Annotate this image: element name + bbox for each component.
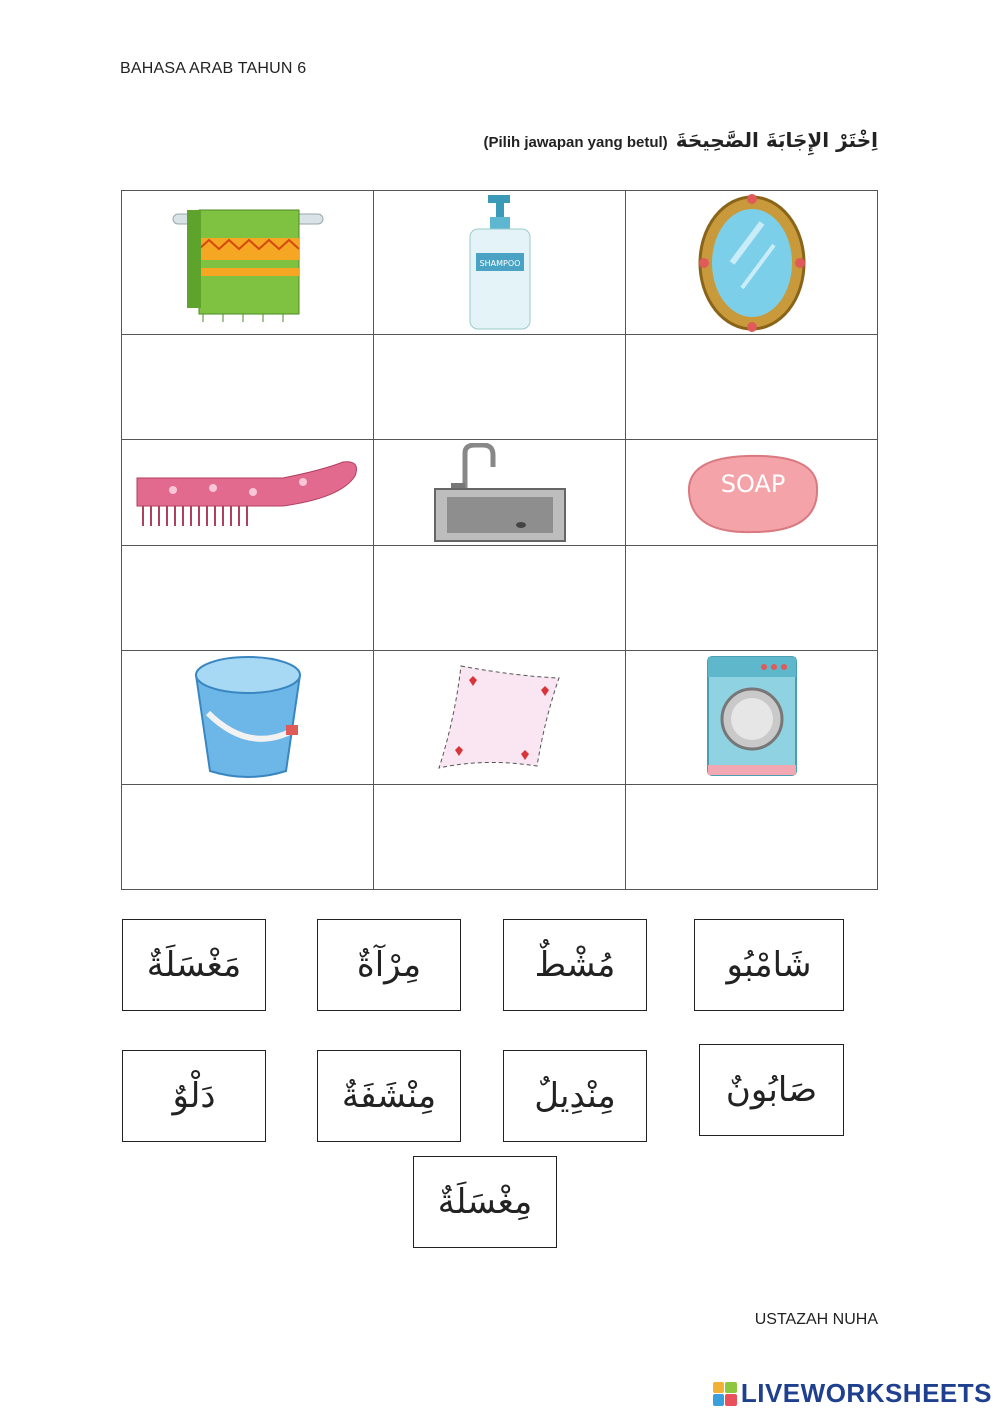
answer-slot-6[interactable] <box>626 546 878 651</box>
towel-icon <box>163 198 333 328</box>
answer-grid <box>121 190 878 890</box>
answer-slot-5[interactable] <box>374 546 626 651</box>
picture-cell-shampoo <box>374 191 626 335</box>
word-card-text: مِنْدِيلٌ <box>534 1076 616 1116</box>
answer-slot-9[interactable] <box>626 785 878 890</box>
picture-cell-mirror <box>626 191 878 335</box>
shampoo-bottle-icon <box>440 193 560 333</box>
picture-cell-comb <box>122 440 374 546</box>
word-card-5[interactable] <box>122 1050 266 1142</box>
word-card-2[interactable] <box>317 919 461 1011</box>
picture-cell-washing-machine <box>626 651 878 785</box>
word-card-3[interactable] <box>503 919 647 1011</box>
answer-slot-2[interactable] <box>374 335 626 440</box>
bucket-icon <box>188 653 308 783</box>
answer-slot-3[interactable] <box>626 335 878 440</box>
answer-slot-7[interactable] <box>122 785 374 890</box>
instruction-malay: (Pilih jawapan yang betul) <box>483 134 668 151</box>
word-card-8[interactable] <box>699 1044 844 1136</box>
answer-slot-8[interactable] <box>374 785 626 890</box>
comb-icon <box>133 448 363 538</box>
word-card-text: مِغْسَلَةٌ <box>437 1182 533 1222</box>
word-card-4[interactable] <box>694 919 844 1011</box>
word-card-9[interactable] <box>413 1156 557 1248</box>
answer-slot-1[interactable] <box>122 335 374 440</box>
picture-cell-sink <box>374 440 626 546</box>
subject-header: BAHASA ARAB TAHUN 6 <box>120 60 307 77</box>
brand-name: LIVEWORKSHEETS <box>740 1378 992 1408</box>
answer-slot-4[interactable] <box>122 546 374 651</box>
mirror-icon <box>692 193 812 333</box>
word-card-text: مَغْسَلَةٌ <box>146 945 242 985</box>
picture-cell-towel <box>122 191 374 335</box>
handkerchief-icon <box>425 658 575 778</box>
word-card-7[interactable] <box>503 1050 647 1142</box>
instruction <box>483 128 878 152</box>
word-card-1[interactable] <box>122 919 266 1011</box>
sink-icon <box>425 443 575 543</box>
word-card-text: شَامْبُو <box>726 945 812 985</box>
word-card-text: مُشْطٌ <box>534 945 616 985</box>
word-card-text: صَابُونٌ <box>725 1070 818 1110</box>
author-credit: USTAZAH NUHA <box>754 1311 878 1328</box>
word-card-text: مِنْشَفَةٌ <box>341 1076 437 1116</box>
washing-machine-icon <box>702 653 802 783</box>
soap-label: SOAP <box>720 469 785 498</box>
instruction-arabic: اِخْتَرْ الإِجَابَةَ الصَّحِيحَةَ <box>675 128 878 152</box>
liveworksheets-logo-icon <box>713 1382 737 1406</box>
soap-icon <box>677 448 827 538</box>
shampoo-label: SHAMPOO <box>479 258 520 268</box>
picture-cell-soap <box>626 440 878 546</box>
word-card-text: مِرْآةٌ <box>356 945 422 985</box>
word-card-6[interactable] <box>317 1050 461 1142</box>
picture-cell-bucket <box>122 651 374 785</box>
word-card-text: دَلْوٌ <box>172 1076 216 1116</box>
brand-logo[interactable] <box>713 1378 992 1409</box>
picture-cell-handkerchief <box>374 651 626 785</box>
